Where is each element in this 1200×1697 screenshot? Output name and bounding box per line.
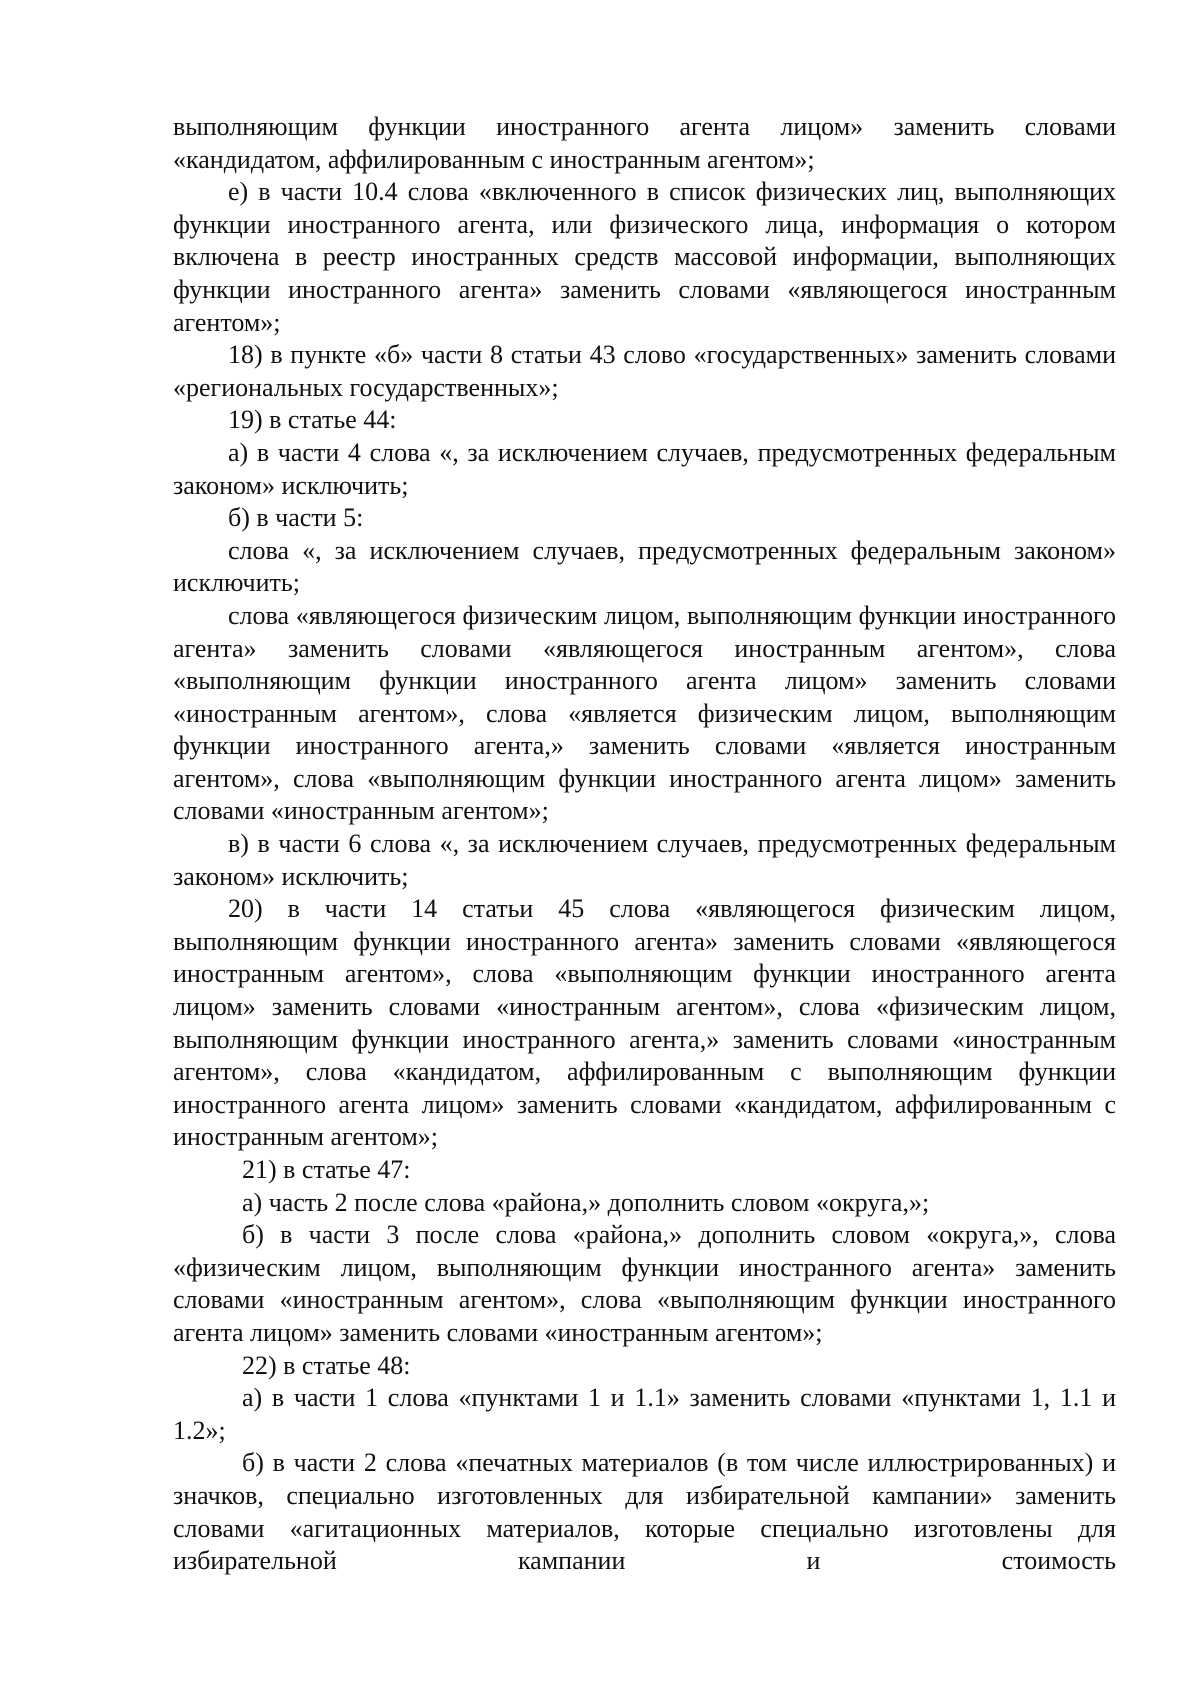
- paragraph-14: 22) в статье 48:: [242, 1350, 411, 1380]
- paragraph-5: а) в части 4 слова «, за исключением случаев, предусмотренных федеральным законом» исключить;: [173, 437, 1116, 500]
- paragraph-2: е) в части 10.4 слова «включенного в список физических лиц, выполняющих функции иностранного агента, или физического лица, информация о котором включена в реестр иностранных средств массовой информации, выполняющих функции иностранного агента» заменить словами «являющегося иностранным агентом»;: [173, 177, 1116, 337]
- paragraph-15: а) в части 1 слова «пунктами 1 и 1.1» заменить словами «пунктами 1, 1.1 и 1.2»;: [173, 1383, 1116, 1445]
- paragraph-10: 20) в части 14 статьи 45 слова «являющегося физическим лицом, выполняющим функции иностранного агента» заменить словами «являющегося иностранным агентом», слова «выполняющим функции иностранного агента лицом» заменить словами «иностранным агентом», слова «физическим лицом, выполняющим функции иностранного агента,» заменить словами «иностранным агентом», слова «кандидатом, аффилированным с выполняющим функции иностранного агента лицом» заменить словами «кандидатом, аффилированным с иностранным агентом»;: [173, 894, 1116, 1152]
- paragraph-1: выполняющим функции иностранного агента лицом» заменить словами «кандидатом, аффилированным с иностранным агентом»;: [173, 112, 1116, 174]
- paragraph-6: б) в части 5:: [228, 503, 364, 533]
- paragraph-13: б) в части 3 после слова «района,» дополнить словом «округа,», слова «физическим лицом, выполняющим функции иностранного агента» заменить словами «иностранным агентом», слова «выполняющим функции иностранного агента лицом» заменить словами «иностранным агентом»;: [173, 1220, 1116, 1347]
- document-page: [173, 111, 1116, 1578]
- paragraph-4: 19) в статье 44:: [228, 405, 397, 435]
- paragraph-9: в) в части 6 слова «, за исключением случаев, предусмотренных федеральным законом» исключить;: [173, 829, 1116, 891]
- paragraph-12: а) часть 2 после слова «района,» дополнить словом «округа,»;: [242, 1187, 930, 1217]
- paragraph-16: б) в части 2 слова «печатных материалов (в том числе иллюстрированных) и значков, специально изготовленных для избирательной кампании» заменить словами «агитационных материалов, которые специально изготовлены для избирательной кампании и стоимость: [173, 1448, 1116, 1576]
- paragraph-8: слова «являющегося физическим лицом, выполняющим функции иностранного агента» заменить словами «являющегося иностранным агентом», слова «выполняющим функции иностранного агента лицом» заменить словами «иностранным агентом», слова «является физическим лицом, выполняющим функции иностранного агента,» заменить словами «является иностранным агентом», слова «выполняющим функции иностранного агента лицом» заменить словами «иностранным агентом»;: [173, 600, 1116, 826]
- paragraph-3: 18) в пункте «б» части 8 статьи 43 слово «государственных» заменить словами «региональных государственных»;: [173, 340, 1116, 402]
- paragraph-11: 21) в статье 47:: [242, 1155, 411, 1184]
- paragraph-7: слова «, за исключением случаев, предусмотренных федеральным законом» исключить;: [173, 535, 1116, 598]
